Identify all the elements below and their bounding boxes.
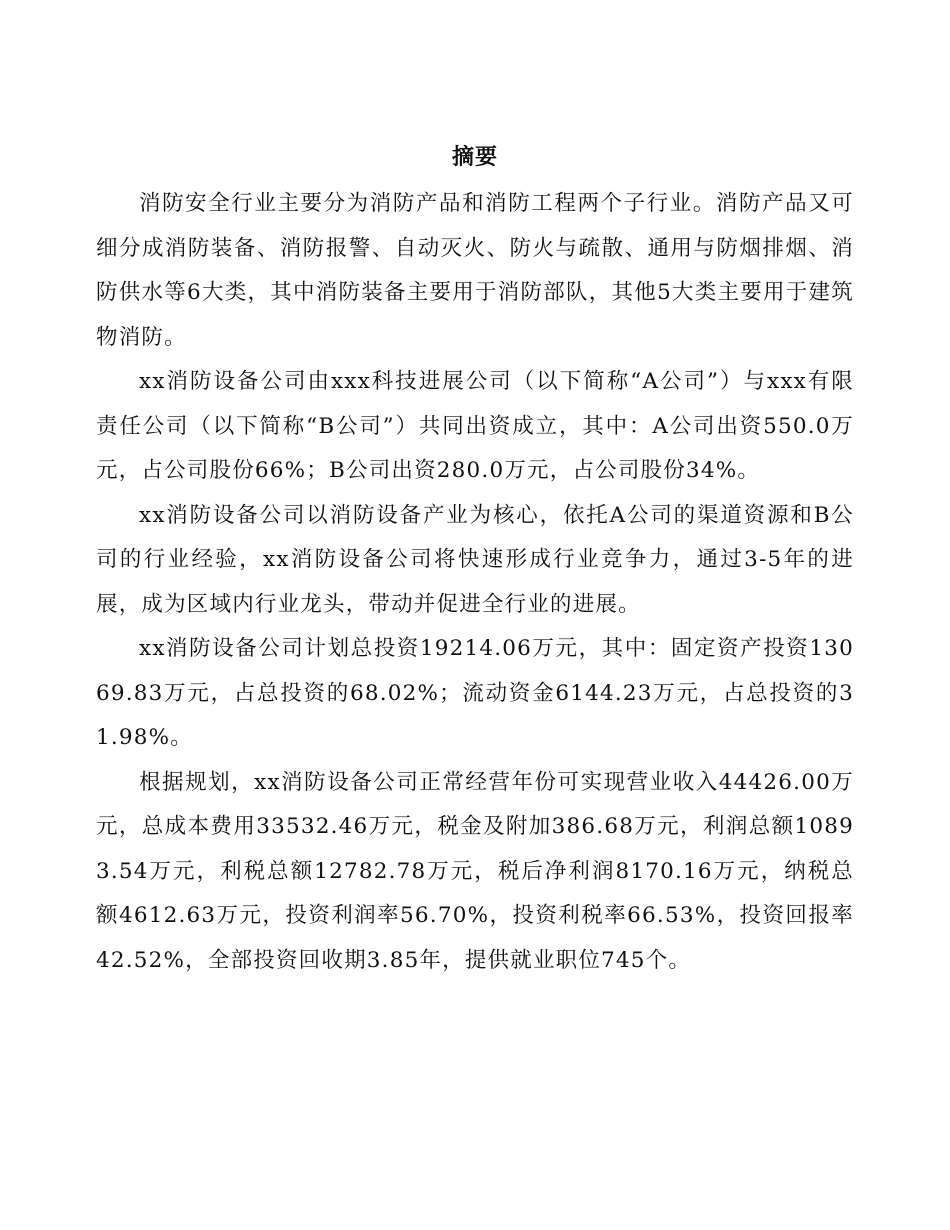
- paragraph-financial-projection: 根据规划，xx消防设备公司正常经营年份可实现营业收入44426.00万元，总成本费用33532.46万元，税金及附加386.68万元，利润总额10893.54万元，利税总额12782.78万元，税后净利润8170.16万元，纳税总额4612.63万元，投资利润率56.70%，投资利税率66.53%，投资回报率42.52%，全部投资回收期3.85年，提供就业职位745个。: [96, 769, 854, 973]
- document-page: [96, 140, 854, 983]
- paragraph-investment-plan: xx消防设备公司计划总投资19214.06万元，其中：固定资产投资13069.83万元，占总投资的68.02%；流动资金6144.23万元，占总投资的31.98%。: [96, 636, 854, 750]
- paragraph-company-strategy: xx消防设备公司以消防设备产业为核心，依托A公司的渠道资源和B公司的行业经验，xx消防设备公司将快速形成行业竞争力，通过3-5年的进展，成为区域内行业龙头，带动并促进全行业的进展。: [96, 502, 854, 617]
- document-title: 摘要: [451, 144, 498, 170]
- paragraph-company-formation: xx消防设备公司由xxx科技进展公司（以下简称“A公司”）与xxx有限责任公司（以下简称“B公司”）共同出资成立，其中：A公司出资550.0万元，占公司股份66%；B公司出资280.0万元，占公司股份34%。: [96, 369, 854, 483]
- paragraph-industry-overview: 消防安全行业主要分为消防产品和消防工程两个子行业。消防产品又可细分成消防装备、消防报警、自动灭火、防火与疏散、通用与防烟排烟、消防供水等6大类，其中消防装备主要用于消防部队，其他5大类主要用于建筑物消防。: [96, 191, 854, 350]
